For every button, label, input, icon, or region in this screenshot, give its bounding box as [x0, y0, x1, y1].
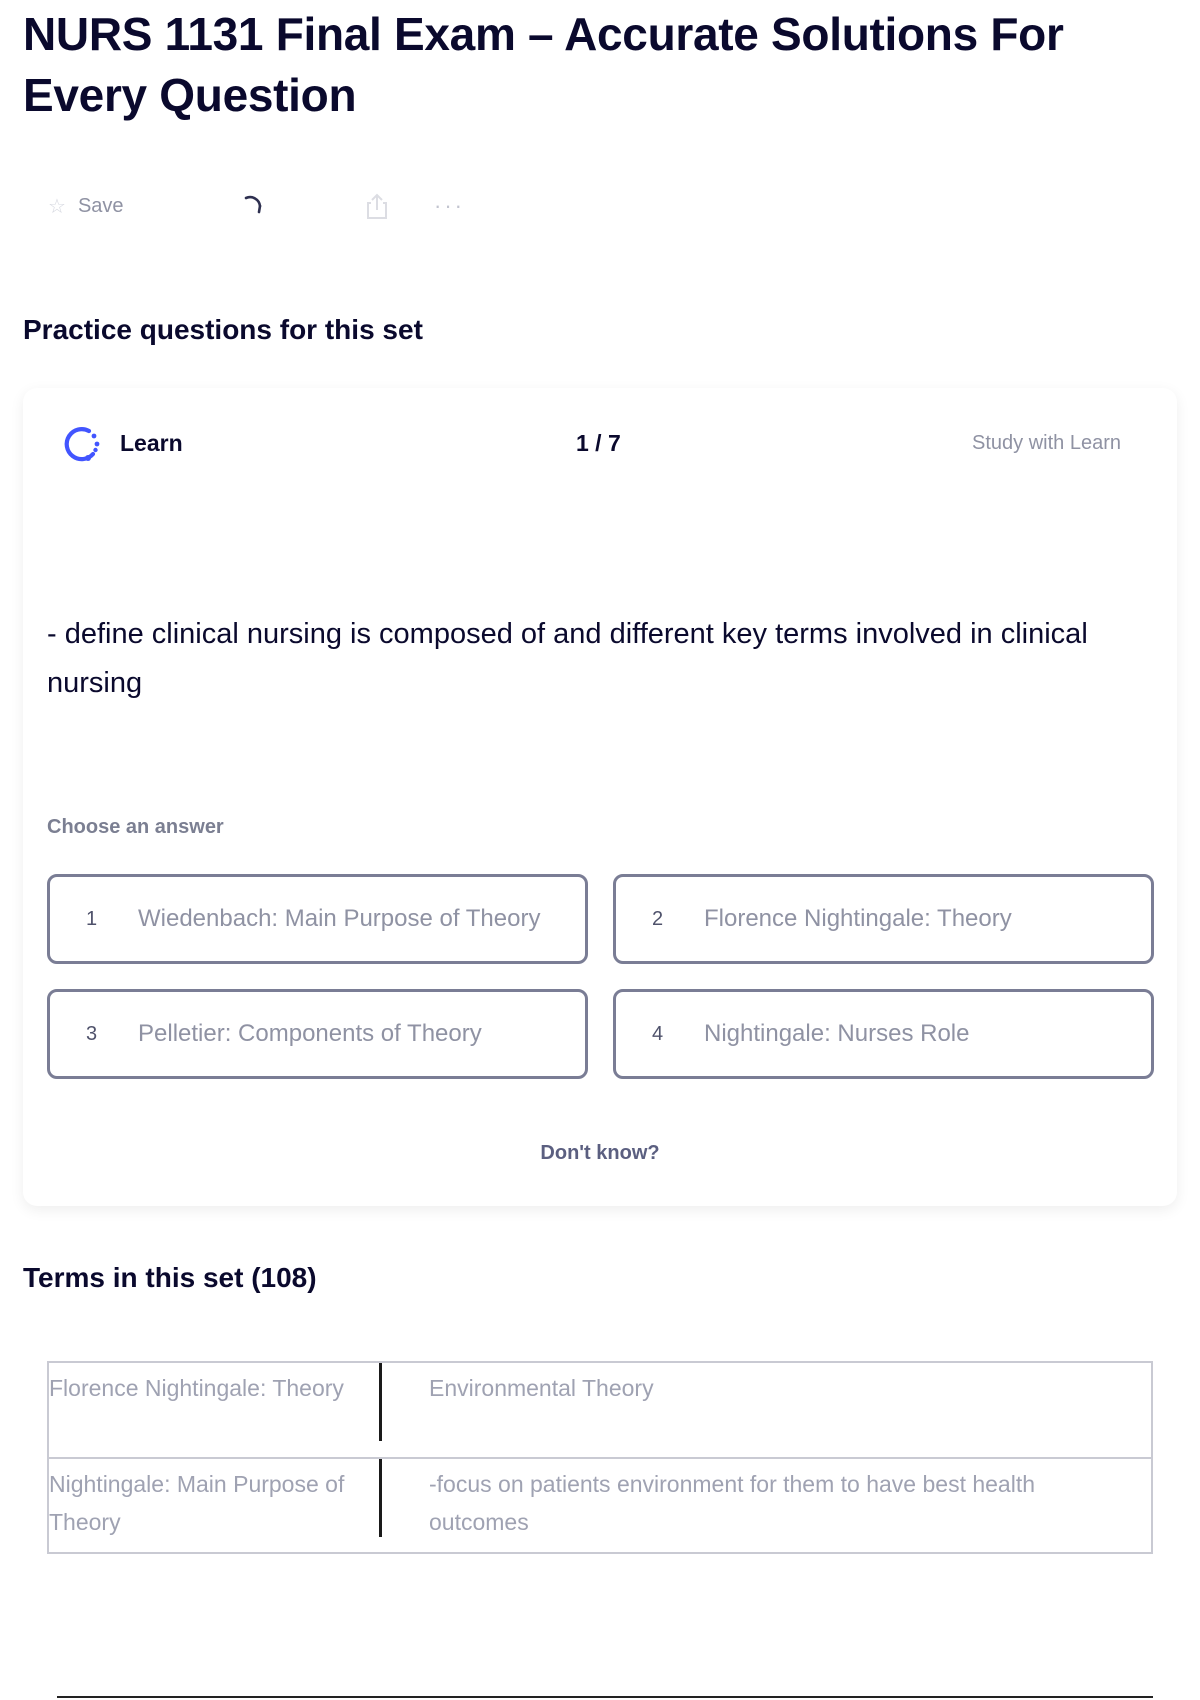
- share-button[interactable]: [364, 190, 390, 222]
- answer-option-1[interactable]: [47, 874, 588, 964]
- term-row: [49, 1459, 1151, 1555]
- spinner-icon: [238, 192, 266, 220]
- answer-text: Nightingale: Nurses Role: [704, 1020, 970, 1047]
- learn-icon: [61, 423, 103, 465]
- answer-option-4[interactable]: [613, 989, 1154, 1079]
- answer-text: Florence Nightingale: Theory: [704, 905, 1012, 932]
- answer-option-3[interactable]: [47, 989, 588, 1079]
- practice-section-title: Practice questions for this set: [23, 314, 423, 345]
- answer-number: 4: [652, 1022, 664, 1045]
- terms-table: [47, 1361, 1153, 1554]
- save-label: Save: [77, 194, 124, 217]
- answer-text: Pelletier: Components of Theory: [138, 1020, 482, 1047]
- study-with-learn-link[interactable]: Study with Learn: [972, 432, 1121, 454]
- term-definition: -focus on patients environment for them to have best health outcomes: [429, 1471, 1036, 1535]
- answer-text: Wiedenbach: Main Purpose of Theory: [138, 905, 541, 932]
- answer-option-2[interactable]: [613, 874, 1154, 964]
- star-icon: ☆: [48, 195, 66, 218]
- term-definition: Environmental Theory: [429, 1375, 654, 1401]
- answer-number: 2: [652, 907, 664, 930]
- learn-card: [23, 388, 1177, 1206]
- term-divider: [379, 1363, 382, 1441]
- term-word: Florence Nightingale: Theory: [49, 1375, 344, 1401]
- learn-label: Learn: [120, 430, 183, 456]
- save-button[interactable]: [48, 190, 124, 222]
- dont-know-button[interactable]: Don't know?: [540, 1142, 660, 1164]
- page-title: NURS 1131 Final Exam – Accurate Solutions For Every Question: [23, 8, 1064, 121]
- question-progress: 1 / 7: [576, 430, 621, 456]
- answer-number: 3: [86, 1022, 98, 1045]
- choose-answer-label: Choose an answer: [47, 816, 224, 838]
- answer-number: 1: [86, 907, 98, 930]
- more-button[interactable]: [434, 190, 465, 222]
- terms-section-title: Terms in this set (108): [23, 1262, 317, 1293]
- term-row: [49, 1363, 1151, 1459]
- term-word: Nightingale: Main Purpose of Theory: [49, 1471, 345, 1535]
- term-divider: [379, 1459, 382, 1537]
- toolbar: [48, 190, 508, 222]
- question-text: - define clinical nursing is composed of and different key terms involved in clinical nursing: [47, 618, 1088, 699]
- bottom-divider: [57, 1696, 1153, 1698]
- loading-spinner: [238, 190, 266, 222]
- share-icon: [364, 192, 390, 220]
- learn-header: [23, 388, 1177, 498]
- more-icon: ···: [434, 193, 465, 218]
